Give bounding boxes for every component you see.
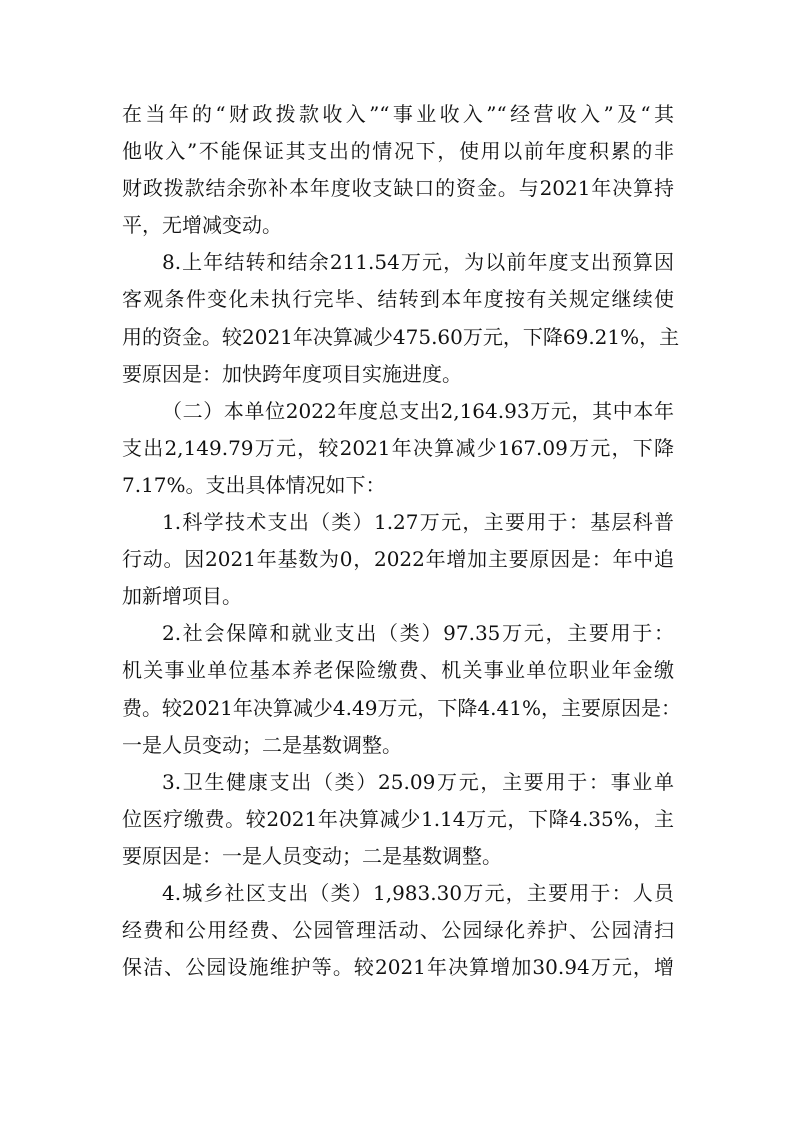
text-line: 用的资金。较2021年决算减少475.60万元，下降69.21%，主 xyxy=(122,324,680,349)
text-line: 要原因是：加快跨年度项目实施进度。 xyxy=(122,361,462,386)
text-line: 平，无增减变动。 xyxy=(122,213,282,238)
text-line: 他收入”不能保证其支出的情况下，使用以前年度积累的非 xyxy=(122,139,674,164)
text-line: 7.17%。支出具体情况如下： xyxy=(122,472,386,497)
text-line: 位医疗缴费。较2021年决算减少1.14万元，下降4.35%，主 xyxy=(122,806,674,831)
text-line: 4.城乡社区支出（类）1,983.30万元，主要用于：人员 xyxy=(162,880,674,905)
text-line: 8.上年结转和结余211.54万元，为以前年度支出预算因 xyxy=(162,250,674,275)
text-line: 2.社会保障和就业支出（类）97.35万元，主要用于： xyxy=(162,621,674,646)
text-line: 1.科学技术支出（类）1.27万元，主要用于：基层科普 xyxy=(162,510,674,535)
text-line: 3.卫生健康支出（类）25.09万元，主要用于：事业单 xyxy=(162,769,674,794)
text-line: 客观条件变化未执行完毕、结转到本年度按有关规定继续使 xyxy=(122,287,674,312)
text-line: 在当年的“财政拨款收入”“事业收入”“经营收入”及“其 xyxy=(122,102,674,126)
text-line: （二）本单位2022年度总支出2,164.93万元，其中本年 xyxy=(162,398,674,423)
text-line: 行动。因2021年基数为0，2022年增加主要原因是：年中追 xyxy=(122,547,674,572)
body-text xyxy=(122,96,681,986)
text-line: 加新增项目。 xyxy=(122,584,242,609)
text-line: 支出2,149.79万元，较2021年决算减少167.09万元，下降 xyxy=(122,435,674,460)
text-line: 财政拨款结余弥补本年度收支缺口的资金。与2021年决算持 xyxy=(122,176,674,201)
text-line: 保洁、公园设施维护等。较2021年决算增加30.94万元，增 xyxy=(122,955,674,980)
text-line: 一是人员变动；二是基数调整。 xyxy=(122,732,402,757)
text-line: 机关事业单位基本养老保险缴费、机关事业单位职业年金缴 xyxy=(122,658,674,683)
text-line: 费。较2021年决算减少4.49万元，下降4.41%，主要原因是： xyxy=(122,695,681,720)
text-line: 经费和公用经费、公园管理活动、公园绿化养护、公园清扫 xyxy=(122,918,674,943)
text-line: 要原因是：一是人员变动；二是基数调整。 xyxy=(122,843,502,868)
